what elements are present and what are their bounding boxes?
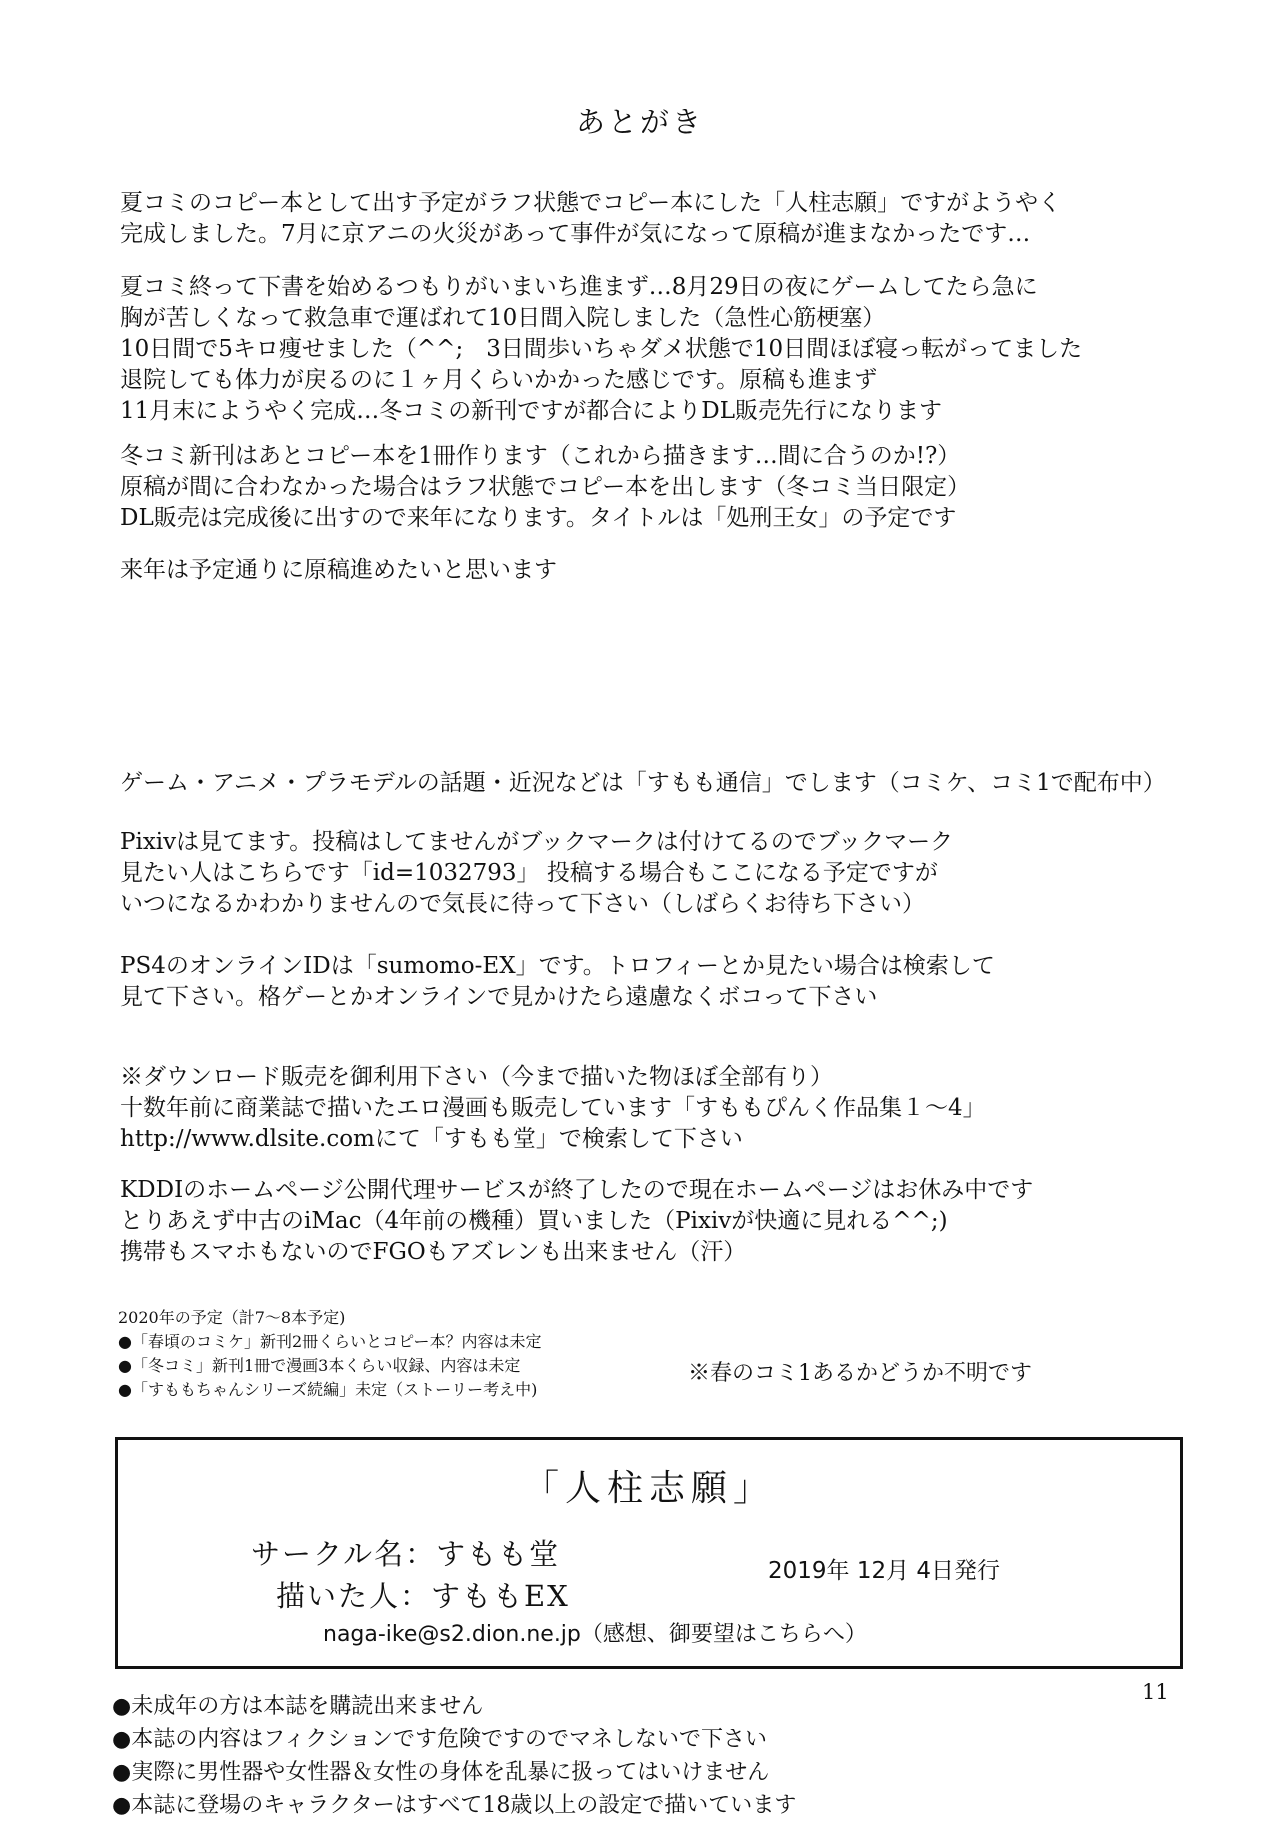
circle-name: サークル名：すもも堂 [251, 1537, 561, 1571]
text-line: 夏コミ終って下書を始めるつもりがいまいち進まず…8月29日の夜にゲームしてたら急に [120, 274, 1038, 300]
schedule-item: ●「冬コミ」新刊1冊で漫画3本くらい収録、内容は未定 [118, 1356, 521, 1375]
text-line: ※ダウンロード販売を御利用下さい（今まで描いた物ほぼ全部有り） [120, 1064, 833, 1090]
warning-list [112, 1690, 796, 1822]
artist-name: 描いた人：すももEX [276, 1579, 570, 1613]
text-line: 退院しても体力が戻るのに１ヶ月くらいかかった感じです。原稿も進まず [120, 367, 878, 393]
text-line: 胸が苦しくなって救急車で運ばれて10日間入院しました（急性心筋梗塞） [120, 305, 886, 331]
schedule-heading: 2020年の予定（計7～8本予定) [118, 1308, 346, 1327]
text-line: 冬コミ新刊はあとコピー本を1冊作ります（これから描きます…間に合うのか!?） [120, 443, 961, 469]
text-line: いつになるかわかりませんので気長に待って下さい（しばらくお待ち下さい） [120, 891, 925, 917]
info-paragraph-4 [120, 1062, 986, 1155]
page-heading: あとがき [575, 105, 704, 139]
afterword-paragraph-2 [120, 272, 1082, 427]
text-line: 夏コミのコピー本として出す予定がラフ状態でコピー本にした「人柱志願」ですがようやく [120, 190, 1062, 216]
text-line: 10日間で5キロ痩せました（^^; 3日間歩いちゃダメ状態で10日間ほぼ寝っ転がってました [120, 336, 1083, 362]
text-line: 完成しました。7月に京アニの火災があって事件が気になって原稿が進まなかったです… [120, 221, 1031, 247]
text-line: Pixivは見てます。投稿はしてませんがブックマークは付けてるのでブックマーク [120, 829, 954, 855]
colophon-box [115, 1437, 1183, 1669]
warning-item: ●実際に男性器や女性器＆女性の身体を乱暴に扱ってはいけません [112, 1760, 770, 1785]
text-line: ゲーム・アニメ・プラモデルの話題・近況などは「すもも通信」でします（コミケ、コミ1で配布中） [120, 770, 1166, 796]
text-line: 原稿が間に合わなかった場合はラフ状態でコピー本を出します（冬コミ当日限定） [120, 474, 971, 500]
afterword-paragraph-3 [120, 441, 970, 534]
text-line: 来年は予定通りに原稿進めたいと思います [120, 557, 557, 583]
text-line: 見たい人はこちらです「id=1032793」 投稿する場合もここになる予定ですが [120, 860, 938, 886]
text-line: KDDIのホームページ公開代理サービスが終了したので現在ホームページはお休み中です [120, 1177, 1034, 1203]
text-line: 見て下さい。格ゲーとかオンラインで見かけたら遠慮なくボコって下さい [120, 984, 878, 1010]
schedule-note: ※春のコミ1あるかどうか不明です [688, 1361, 1032, 1386]
colophon-title: 「人柱志願」 [522, 1468, 775, 1509]
info-paragraph-1 [120, 768, 1166, 799]
text-line: DL販売は完成後に出すので来年になります。タイトルは「処刑王女」の予定です [120, 505, 957, 531]
afterword-paragraph-1 [120, 188, 1061, 250]
warning-item: ●本誌に登場のキャラクターはすべて18歳以上の設定で描いています [112, 1793, 797, 1818]
schedule-item: ●「春頃のコミケ」新刊2冊くらいとコピー本？内容は未定 [118, 1332, 542, 1351]
text-line: http://www.dlsite.comにて「すもも堂」で検索して下さい [120, 1126, 743, 1152]
afterword-paragraph-4 [120, 555, 557, 586]
info-paragraph-2 [120, 827, 953, 920]
text-line: 十数年前に商業誌で描いたエロ漫画も販売しています「すももぴんく作品集１～4」 [120, 1095, 986, 1121]
warning-item: ●本誌の内容はフィクションです危険ですのでマネしないで下さい [112, 1727, 767, 1752]
info-paragraph-3 [120, 951, 995, 1013]
text-line: 11月末にようやく完成…冬コミの新刊ですが都合によりDL販売先行になります [120, 398, 942, 424]
warning-item: ●未成年の方は本誌を購読出来ません [112, 1694, 484, 1719]
info-paragraph-5 [120, 1175, 1033, 1268]
text-line: とりあえず中古のiMac（4年前の機種）買いました（Pixivが快適に見れる^^;) [120, 1208, 948, 1234]
text-line: 携帯もスマホもないのでFGOもアズレンも出来ません（汗） [120, 1239, 747, 1265]
schedule-item: ●「すももちゃんシリーズ続編」未定（ストーリー考え中) [118, 1380, 538, 1399]
page-number: 11 [1142, 1680, 1169, 1704]
contact-email: naga-ike@s2.dion.ne.jp（感想、御要望はこちらへ） [323, 1622, 867, 1647]
text-line: PS4のオンラインIDは「sumomo-EX」です。トロフィーとか見たい場合は検索して [120, 953, 995, 979]
publish-date: 2019年 12月 4日発行 [768, 1558, 1001, 1584]
schedule-list [118, 1306, 542, 1402]
